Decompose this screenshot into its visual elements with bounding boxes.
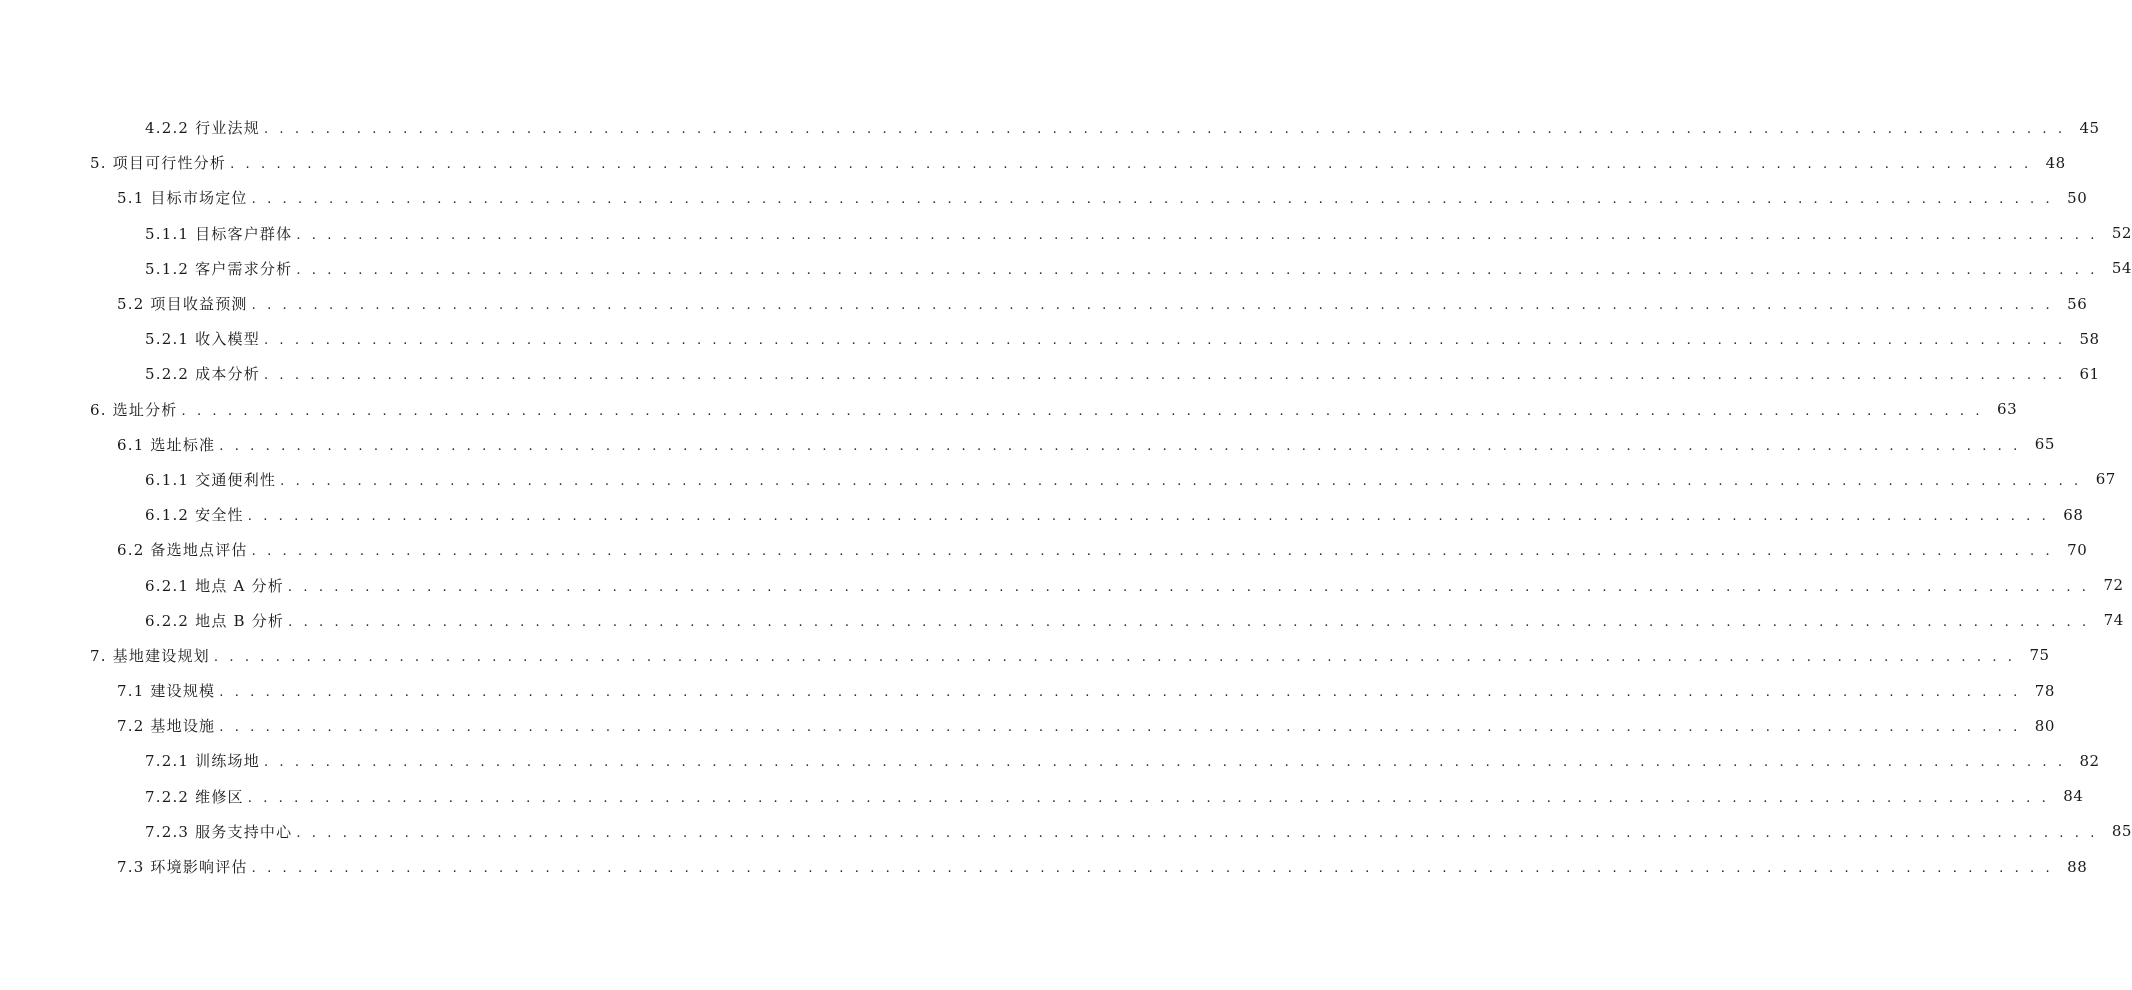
- toc-entry-label: 6.2.2 地点 B 分析: [145, 611, 285, 630]
- toc-dot-leader: . . . . . . . . . . . . . . . . . . . . . . . . . . . . . . . . . . . . . . . . . . . . . . . . . . . . . . . . . . . . . . . . . . . . . . . . . . . . . . . . . . . . . . . . . . . . . . . . . . . . . . . . . . . . . . . . . . . . .: [247, 790, 2050, 806]
- toc-dot-leader: . . . . . . . . . . . . . . . . . . . . . . . . . . . . . . . . . . . . . . . . . . . . . . . . . . . . . . . . . . . . . . . . . . . . . . . . . . . . . . . . . . . . . . . . . . . . . . . . . . . . . . . . . . . . . . . . . . . . .: [288, 614, 2090, 630]
- toc-entry-page-number: 52: [2111, 224, 2132, 243]
- toc-dot-leader: . . . . . . . . . . . . . . . . . . . . . . . . . . . . . . . . . . . . . . . . . . . . . . . . . . . . . . . . . . . . . . . . . . . . . . . . . . . . . . . . . . . . . . . . . . . . . . . . . . . . . . . . . . . . . . . . . . . . .: [251, 298, 2054, 314]
- toc-entry-label: 7.1 建设规模: [117, 682, 216, 701]
- toc-entry-label: 5.1.1 目标客户群体: [145, 224, 293, 243]
- toc-entry[interactable]: [145, 779, 2084, 814]
- toc-entry-label: 5.1.2 客户需求分析: [145, 259, 293, 278]
- toc-dot-leader: . . . . . . . . . . . . . . . . . . . . . . . . . . . . . . . . . . . . . . . . . . . . . . . . . . . . . . . . . . . . . . . . . . . . . . . . . . . . . . . . . . . . . . . . . . . . . . . . . . . . . . . . . . . . . . . . . . . . .: [296, 825, 2098, 841]
- toc-entry-page-number: 58: [2079, 329, 2100, 348]
- toc-entry-label: 5.1 目标市场定位: [117, 189, 248, 208]
- toc-entry-label: 6.1 选址标准: [117, 435, 216, 454]
- toc-entry[interactable]: [117, 708, 2055, 743]
- toc-entry-page-number: 68: [2063, 505, 2084, 524]
- toc-dot-leader: . . . . . . . . . . . . . . . . . . . . . . . . . . . . . . . . . . . . . . . . . . . . . . . . . . . . . . . . . . . . . . . . . . . . . . . . . . . . . . . . . . . . . . . . . . . . . . . . . . . . . . . . . . . . . . . . . . . . .: [263, 122, 2066, 138]
- toc-entry-page-number: 67: [2095, 470, 2116, 489]
- toc-entry[interactable]: [145, 462, 2116, 497]
- toc-entry-page-number: 72: [2103, 576, 2124, 595]
- toc-entry-page-number: 74: [2103, 611, 2124, 630]
- toc-entry-page-number: 63: [1997, 400, 2018, 419]
- toc-entry-page-number: 48: [2045, 153, 2066, 172]
- toc-entry-label: 7.2.1 训练场地: [145, 752, 260, 771]
- toc-entry[interactable]: [117, 427, 2055, 462]
- toc-entry-label: 7.2.2 维修区: [145, 787, 244, 806]
- toc-entry-page-number: 85: [2111, 822, 2132, 841]
- toc-entry[interactable]: [145, 110, 2100, 145]
- table-of-contents: [0, 110, 2132, 884]
- toc-dot-leader: . . . . . . . . . . . . . . . . . . . . . . . . . . . . . . . . . . . . . . . . . . . . . . . . . . . . . . . . . . . . . . . . . . . . . . . . . . . . . . . . . . . . . . . . . . . . . . . . . . . . . . . . . . . . . . . . . . . . .: [287, 579, 2090, 595]
- toc-entry-page-number: 54: [2111, 259, 2132, 278]
- toc-entry-page-number: 80: [2034, 716, 2055, 735]
- toc-entry-page-number: 78: [2034, 681, 2055, 700]
- toc-entry[interactable]: [145, 251, 2132, 286]
- toc-dot-leader: . . . . . . . . . . . . . . . . . . . . . . . . . . . . . . . . . . . . . . . . . . . . . . . . . . . . . . . . . . . . . . . . . . . . . . . . . . . . . . . . . . . . . . . . . . . . . . . . . . . . . . . . . . . . . . . . . . . . .: [247, 509, 2050, 525]
- toc-dot-leader: . . . . . . . . . . . . . . . . . . . . . . . . . . . . . . . . . . . . . . . . . . . . . . . . . . . . . . . . . . . . . . . . . . . . . . . . . . . . . . . . . . . . . . . . . . . . . . . . . . . . . . . . . . . . . . . . . . . . .: [296, 227, 2098, 243]
- toc-entry[interactable]: [145, 356, 2100, 391]
- toc-dot-leader: . . . . . . . . . . . . . . . . . . . . . . . . . . . . . . . . . . . . . . . . . . . . . . . . . . . . . . . . . . . . . . . . . . . . . . . . . . . . . . . . . . . . . . . . . . . . . . . . . . . . . . . . . . . . . . . . . . . . .: [230, 157, 2032, 173]
- toc-dot-leader: . . . . . . . . . . . . . . . . . . . . . . . . . . . . . . . . . . . . . . . . . . . . . . . . . . . . . . . . . . . . . . . . . . . . . . . . . . . . . . . . . . . . . . . . . . . . . . . . . . . . . . . . . . . . . . . . . . . . .: [213, 649, 2016, 665]
- toc-entry-label: 5.2 项目收益预测: [117, 295, 248, 314]
- toc-dot-leader: . . . . . . . . . . . . . . . . . . . . . . . . . . . . . . . . . . . . . . . . . . . . . . . . . . . . . . . . . . . . . . . . . . . . . . . . . . . . . . . . . . . . . . . . . . . . . . . . . . . . . . . . . . . . . . . . . . . . .: [251, 861, 2054, 877]
- toc-dot-leader: . . . . . . . . . . . . . . . . . . . . . . . . . . . . . . . . . . . . . . . . . . . . . . . . . . . . . . . . . . . . . . . . . . . . . . . . . . . . . . . . . . . . . . . . . . . . . . . . . . . . . . . . . . . . . . . . . . . . .: [280, 473, 2082, 489]
- toc-dot-leader: . . . . . . . . . . . . . . . . . . . . . . . . . . . . . . . . . . . . . . . . . . . . . . . . . . . . . . . . . . . . . . . . . . . . . . . . . . . . . . . . . . . . . . . . . . . . . . . . . . . . . . . . . . . . . . . . . . . . .: [219, 685, 2021, 701]
- toc-entry-label: 6.1.2 安全性: [145, 506, 244, 525]
- toc-entry-page-number: 45: [2079, 118, 2100, 137]
- toc-entry[interactable]: [145, 567, 2124, 602]
- toc-entry-page-number: 56: [2067, 294, 2088, 313]
- toc-entry-page-number: 82: [2079, 751, 2100, 770]
- toc-entry[interactable]: [117, 286, 2088, 321]
- toc-entry-label: 7.2 基地设施: [117, 717, 216, 736]
- toc-entry-label: 5. 项目可行性分析: [90, 154, 227, 173]
- toc-dot-leader: . . . . . . . . . . . . . . . . . . . . . . . . . . . . . . . . . . . . . . . . . . . . . . . . . . . . . . . . . . . . . . . . . . . . . . . . . . . . . . . . . . . . . . . . . . . . . . . . . . . . . . . . . . . . . . . . . . . . .: [181, 403, 1984, 419]
- toc-entry-label: 6.2 备选地点评估: [117, 541, 248, 560]
- toc-entry-page-number: 50: [2067, 188, 2088, 207]
- toc-entry-page-number: 88: [2067, 857, 2088, 876]
- toc-dot-leader: . . . . . . . . . . . . . . . . . . . . . . . . . . . . . . . . . . . . . . . . . . . . . . . . . . . . . . . . . . . . . . . . . . . . . . . . . . . . . . . . . . . . . . . . . . . . . . . . . . . . . . . . . . . . . . . . . . . . .: [251, 192, 2054, 208]
- toc-dot-leader: . . . . . . . . . . . . . . . . . . . . . . . . . . . . . . . . . . . . . . . . . . . . . . . . . . . . . . . . . . . . . . . . . . . . . . . . . . . . . . . . . . . . . . . . . . . . . . . . . . . . . . . . . . . . . . . . . . . . .: [219, 720, 2021, 736]
- toc-entry[interactable]: [117, 673, 2055, 708]
- toc-entry[interactable]: [90, 392, 2018, 427]
- toc-entry-label: 6. 选址分析: [90, 400, 178, 419]
- toc-entry-label: 4.2.2 行业法规: [145, 119, 260, 138]
- toc-entry-label: 5.2.1 收入模型: [145, 330, 260, 349]
- toc-dot-leader: . . . . . . . . . . . . . . . . . . . . . . . . . . . . . . . . . . . . . . . . . . . . . . . . . . . . . . . . . . . . . . . . . . . . . . . . . . . . . . . . . . . . . . . . . . . . . . . . . . . . . . . . . . . . . . . . . . . . .: [219, 438, 2021, 454]
- toc-entry-page-number: 61: [2079, 364, 2100, 383]
- toc-entry-page-number: 70: [2067, 540, 2088, 559]
- toc-entry[interactable]: [117, 532, 2088, 567]
- toc-dot-leader: . . . . . . . . . . . . . . . . . . . . . . . . . . . . . . . . . . . . . . . . . . . . . . . . . . . . . . . . . . . . . . . . . . . . . . . . . . . . . . . . . . . . . . . . . . . . . . . . . . . . . . . . . . . . . . . . . . . . .: [263, 368, 2066, 384]
- toc-dot-leader: . . . . . . . . . . . . . . . . . . . . . . . . . . . . . . . . . . . . . . . . . . . . . . . . . . . . . . . . . . . . . . . . . . . . . . . . . . . . . . . . . . . . . . . . . . . . . . . . . . . . . . . . . . . . . . . . . . . . .: [263, 755, 2066, 771]
- toc-entry[interactable]: [145, 814, 2132, 849]
- toc-entry[interactable]: [145, 497, 2084, 532]
- toc-entry-label: 7.2.3 服务支持中心: [145, 822, 293, 841]
- toc-entry-label: 6.2.1 地点 A 分析: [145, 576, 284, 595]
- toc-entry[interactable]: [90, 145, 2066, 180]
- toc-entry[interactable]: [145, 743, 2100, 778]
- toc-entry-page-number: 65: [2034, 435, 2055, 454]
- toc-entry[interactable]: [90, 638, 2050, 673]
- toc-entry-label: 5.2.2 成本分析: [145, 365, 260, 384]
- toc-entry[interactable]: [145, 216, 2132, 251]
- toc-entry[interactable]: [145, 321, 2100, 356]
- toc-dot-leader: . . . . . . . . . . . . . . . . . . . . . . . . . . . . . . . . . . . . . . . . . . . . . . . . . . . . . . . . . . . . . . . . . . . . . . . . . . . . . . . . . . . . . . . . . . . . . . . . . . . . . . . . . . . . . . . . . . . . .: [296, 262, 2098, 278]
- toc-entry-label: 7. 基地建设规划: [90, 646, 210, 665]
- toc-entry[interactable]: [117, 849, 2088, 884]
- toc-entry[interactable]: [145, 603, 2124, 638]
- toc-entry[interactable]: [117, 180, 2088, 215]
- toc-entry-label: 7.3 环境影响评估: [117, 858, 248, 877]
- toc-dot-leader: . . . . . . . . . . . . . . . . . . . . . . . . . . . . . . . . . . . . . . . . . . . . . . . . . . . . . . . . . . . . . . . . . . . . . . . . . . . . . . . . . . . . . . . . . . . . . . . . . . . . . . . . . . . . . . . . . . . . .: [263, 333, 2066, 349]
- toc-entry-label: 6.1.1 交通便利性: [145, 470, 277, 489]
- toc-entry-page-number: 75: [2029, 646, 2050, 665]
- toc-dot-leader: . . . . . . . . . . . . . . . . . . . . . . . . . . . . . . . . . . . . . . . . . . . . . . . . . . . . . . . . . . . . . . . . . . . . . . . . . . . . . . . . . . . . . . . . . . . . . . . . . . . . . . . . . . . . . . . . . . . . .: [251, 544, 2054, 560]
- toc-entry-page-number: 84: [2063, 787, 2084, 806]
